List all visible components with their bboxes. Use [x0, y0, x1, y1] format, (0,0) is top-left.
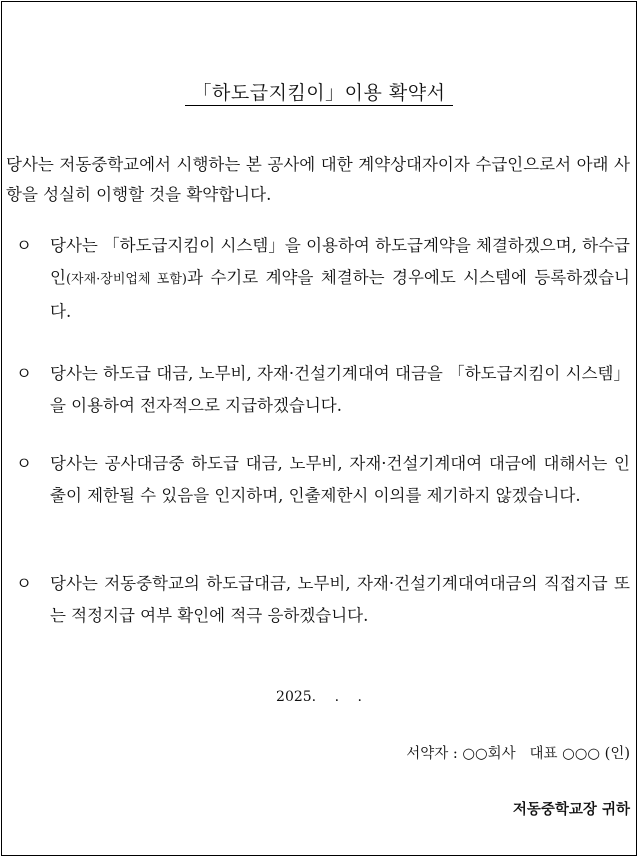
pledge-item-note: (자재·장비업체 포함) [65, 272, 187, 287]
recipient-line: 저동중학교장 귀하 [512, 801, 630, 818]
pledge-date: 2025. . . [276, 689, 362, 705]
bullet-mark: ㅇ [16, 236, 32, 255]
pledge-item-4 [16, 568, 630, 632]
signer-line: 서약자 : ○○회사 대표 ○○○ (인) [406, 746, 630, 762]
pledge-item-text: 당사는 저동중학교의 하도급대금, 노무비, 자재·건설기계대여대금의 직접지급 또는 적정지급 여부 확인에 적극 응하겠습니다. [50, 574, 630, 625]
pledge-item-text-part: 과 수기로 계약을 체결하는 경우에도 시스템에 등록하겠습니다. [50, 268, 630, 321]
bullet-mark: ㅇ [16, 574, 32, 593]
pledge-item-2 [16, 358, 630, 422]
pledge-item-1 [16, 230, 630, 328]
document-title: 「하도급지킴이」이용 확약서 [185, 82, 454, 106]
document-title-row [2, 78, 636, 105]
intro-paragraph: 당사는 저동중학교에서 시행하는 본 공사에 대한 계약상대자이자 수급인으로서 아래 사항을 성실히 이행할 것을 확약합니다. [6, 155, 630, 204]
pledge-item-text: 당사는 하도급 대금, 노무비, 자재·건설기계대여 대금을 「하도급지킴이 시스템」을 이용하여 전자적으로 지급하겠습니다. [50, 364, 630, 415]
document-page [1, 1, 637, 856]
pledge-item-text: 당사는 공사대금중 하도급 대금, 노무비, 자재·건설기계대여 대금에 대해서는 인출이 제한될 수 있음을 인지하며, 인출제한시 이의를 제기하지 않겠습니다. [50, 454, 630, 505]
bullet-mark: ㅇ [16, 364, 32, 383]
bullet-mark: ㅇ [16, 454, 32, 473]
pledge-item-text-part: 당사는 「하도급지킴이 시스템」을 이용하여 하도급계약을 체결하겠으며, 하수급인 [50, 236, 630, 287]
pledge-item-3 [16, 448, 630, 512]
pledge-item-text [50, 230, 630, 328]
